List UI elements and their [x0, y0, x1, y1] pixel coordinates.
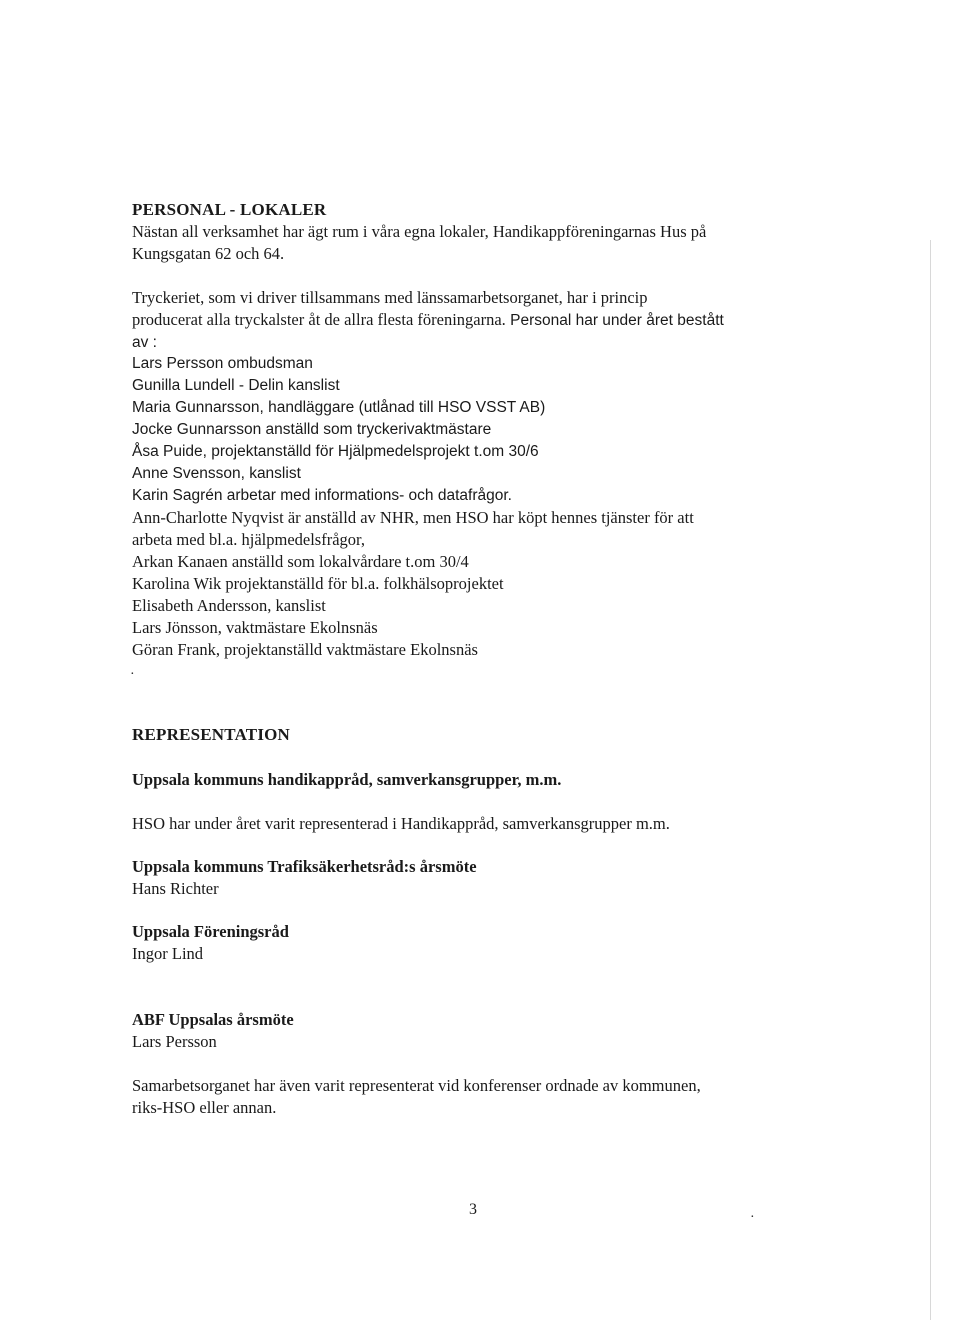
representative-name: Lars Persson: [132, 1032, 217, 1051]
staff-item: Anne Svensson, kanslist: [132, 465, 301, 482]
staff-item: Arkan Kanaen anställd som lokalvårdare t.om 30/4: [132, 552, 469, 571]
subsection-title: Uppsala kommuns handikappråd, samverkansgrupper, m.m.: [132, 770, 562, 789]
subsection-title: ABF Uppsalas årsmöte: [132, 1010, 294, 1029]
subsection-title: Uppsala kommuns Trafiksäkerhetsråd:s årsmöte: [132, 857, 477, 876]
closing-line: riks-HSO eller annan.: [132, 1098, 277, 1117]
staff-item: arbeta med bl.a. hjälpmedelsfrågor,: [132, 530, 365, 549]
staff-item: Karin Sagrén arbetar med informations- och datafrågor.: [132, 487, 512, 504]
staff-item: Ann-Charlotte Nyqvist är anställd av NHR, men HSO har köpt hennes tjänster för att: [132, 508, 694, 527]
closing-line: Samarbetsorganet har även varit representerat vid konferenser ordnade av kommunen,: [132, 1076, 701, 1095]
closing-paragraph: [132, 1075, 832, 1119]
staff-item: Lars Jönsson, vaktmästare Ekolnsnäs: [132, 618, 378, 637]
tryckeriet-line: Tryckeriet, som vi driver tillsammans med länssamarbetsorganet, har i princip: [132, 288, 648, 307]
page-number: 3: [469, 1201, 477, 1218]
trafik-subsection: [132, 856, 832, 900]
staff-item: Jocke Gunnarsson anställd som tryckerivaktmästare: [132, 421, 492, 438]
representative-name: Ingor Lind: [132, 944, 204, 963]
personal-section: [132, 199, 832, 265]
hso-line: HSO har under året varit representerad i Handikappråd, samverkansgrupper m.m.: [132, 814, 670, 833]
staff-item: Maria Gunnarsson, handläggare (utlånad till HSO VSST AB): [132, 399, 546, 416]
personal-heading: PERSONAL - LOKALER: [132, 200, 327, 219]
staff-list: [132, 353, 832, 661]
tryckeriet-line-part: Personal har under året bestått: [505, 312, 724, 329]
representative-name: Hans Richter: [132, 879, 219, 898]
staff-item: Göran Frank, projektanställd vaktmästare Ekolnsnäs: [132, 640, 478, 659]
representation-section: [132, 724, 832, 746]
staff-item: Elisabeth Andersson, kanslist: [132, 596, 326, 615]
tryckeriet-line: av :: [132, 334, 157, 351]
staff-item: Lars Persson ombudsman: [132, 355, 313, 372]
stray-mark: ·: [130, 667, 135, 682]
personal-intro-line: Kungsgatan 62 och 64.: [132, 244, 285, 263]
foreningsrad-subsection: [132, 921, 832, 965]
handikappraad-subsection: [132, 769, 832, 791]
scan-margin-line: [930, 240, 931, 1320]
staff-item: Karolina Wik projektanställd för bl.a. folkhälsoprojektet: [132, 574, 504, 593]
tryckeriet-paragraph: [132, 287, 832, 354]
stray-mark: ·: [750, 1210, 755, 1225]
representation-heading: REPRESENTATION: [132, 725, 291, 744]
tryckeriet-line: [132, 309, 832, 332]
staff-item: Gunilla Lundell - Delin kanslist: [132, 377, 340, 394]
subsection-title: Uppsala Föreningsråd: [132, 922, 289, 941]
staff-item: Åsa Puide, projektanställd för Hjälpmedelsprojekt t.om 30/6: [132, 443, 539, 460]
tryckeriet-line-part: producerat alla tryckalster åt de allra flesta föreningarna.: [132, 310, 506, 329]
hso-paragraph: [132, 813, 832, 835]
abf-subsection: [132, 1009, 832, 1053]
personal-intro-line: Nästan all verksamhet har ägt rum i våra egna lokaler, Handikappföreningarnas Hus på: [132, 222, 707, 241]
